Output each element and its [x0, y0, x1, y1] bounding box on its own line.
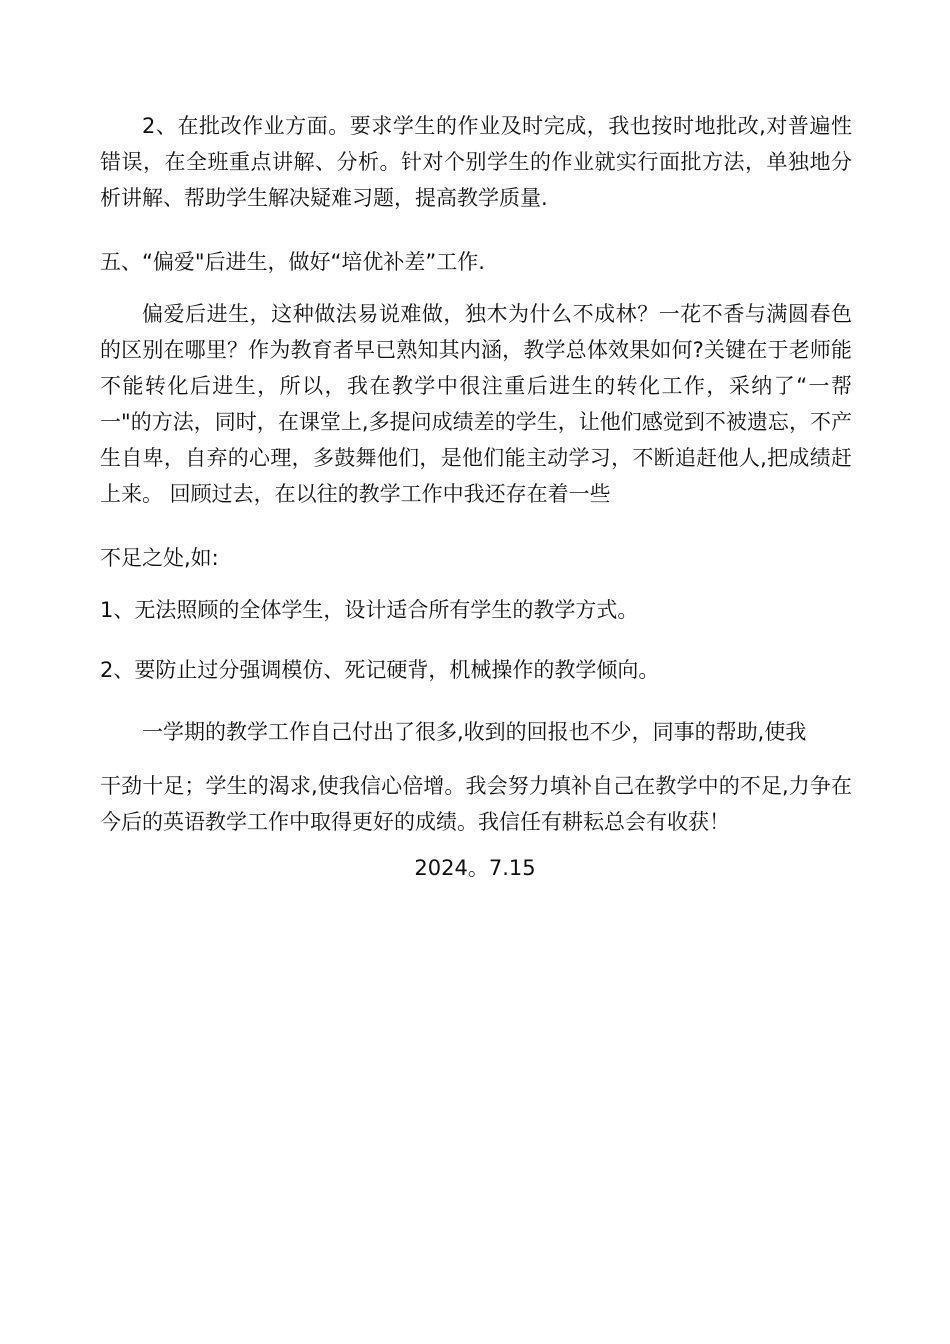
paragraph-struggling-students: 偏爱后进生，这种做法易说难做，独木为什么不成林？一花不香与满圆春色的区别在哪里？作为教育者早已熟知其内涵，教学总体效果如何?关键在于老师能不能转化后进生，所以，我在教学中很注重后进生的转化工作，采纳了“一帮一"的方法，同时，在课堂上,多提问成绩差的学生，让他们感觉到不被遗忘，不产生自卑，自弃的心理，多鼓舞他们，是他们能主动学习，不断追赶他人,把成绩赶上来。 回顾过去，在以往的教学工作中我还存在着一些	[100, 302, 852, 506]
paragraph-shortcomings-intro: 不足之处,如:	[100, 546, 219, 570]
paragraph-homework-grading: 2、在批改作业方面。要求学生的作业及时完成，我也按时地批改,对普遍性错误，在全班重点讲解、分析。针对个别学生的作业就实行面批方法，单独地分析讲解、帮助学生解决疑难习题，提高教学质量.	[100, 114, 852, 210]
paragraph-conclusion-line1: 一学期的教学工作自己付出了很多,收到的回报也不少，同事的帮助,使我	[142, 720, 807, 744]
section-heading-five: 五、“偏爱"后进生，做好“培优补差”工作.	[100, 250, 485, 274]
list-item-shortcoming-2: 2、要防止过分强调模仿、死记硬背，机械操作的教学倾向。	[100, 658, 660, 682]
document-date: 2024。7.15	[414, 856, 536, 880]
paragraph-conclusion-rest: 干劲十足；学生的渴求,使我信心倍增。我会努力填补自己在教学中的不足,力争在今后的英语教学工作中取得更好的成绩。我信任有耕耘总会有收获！	[100, 774, 852, 834]
list-item-shortcoming-1: 1、无法照顾的全体学生，设计适合所有学生的教学方式。	[100, 598, 639, 622]
